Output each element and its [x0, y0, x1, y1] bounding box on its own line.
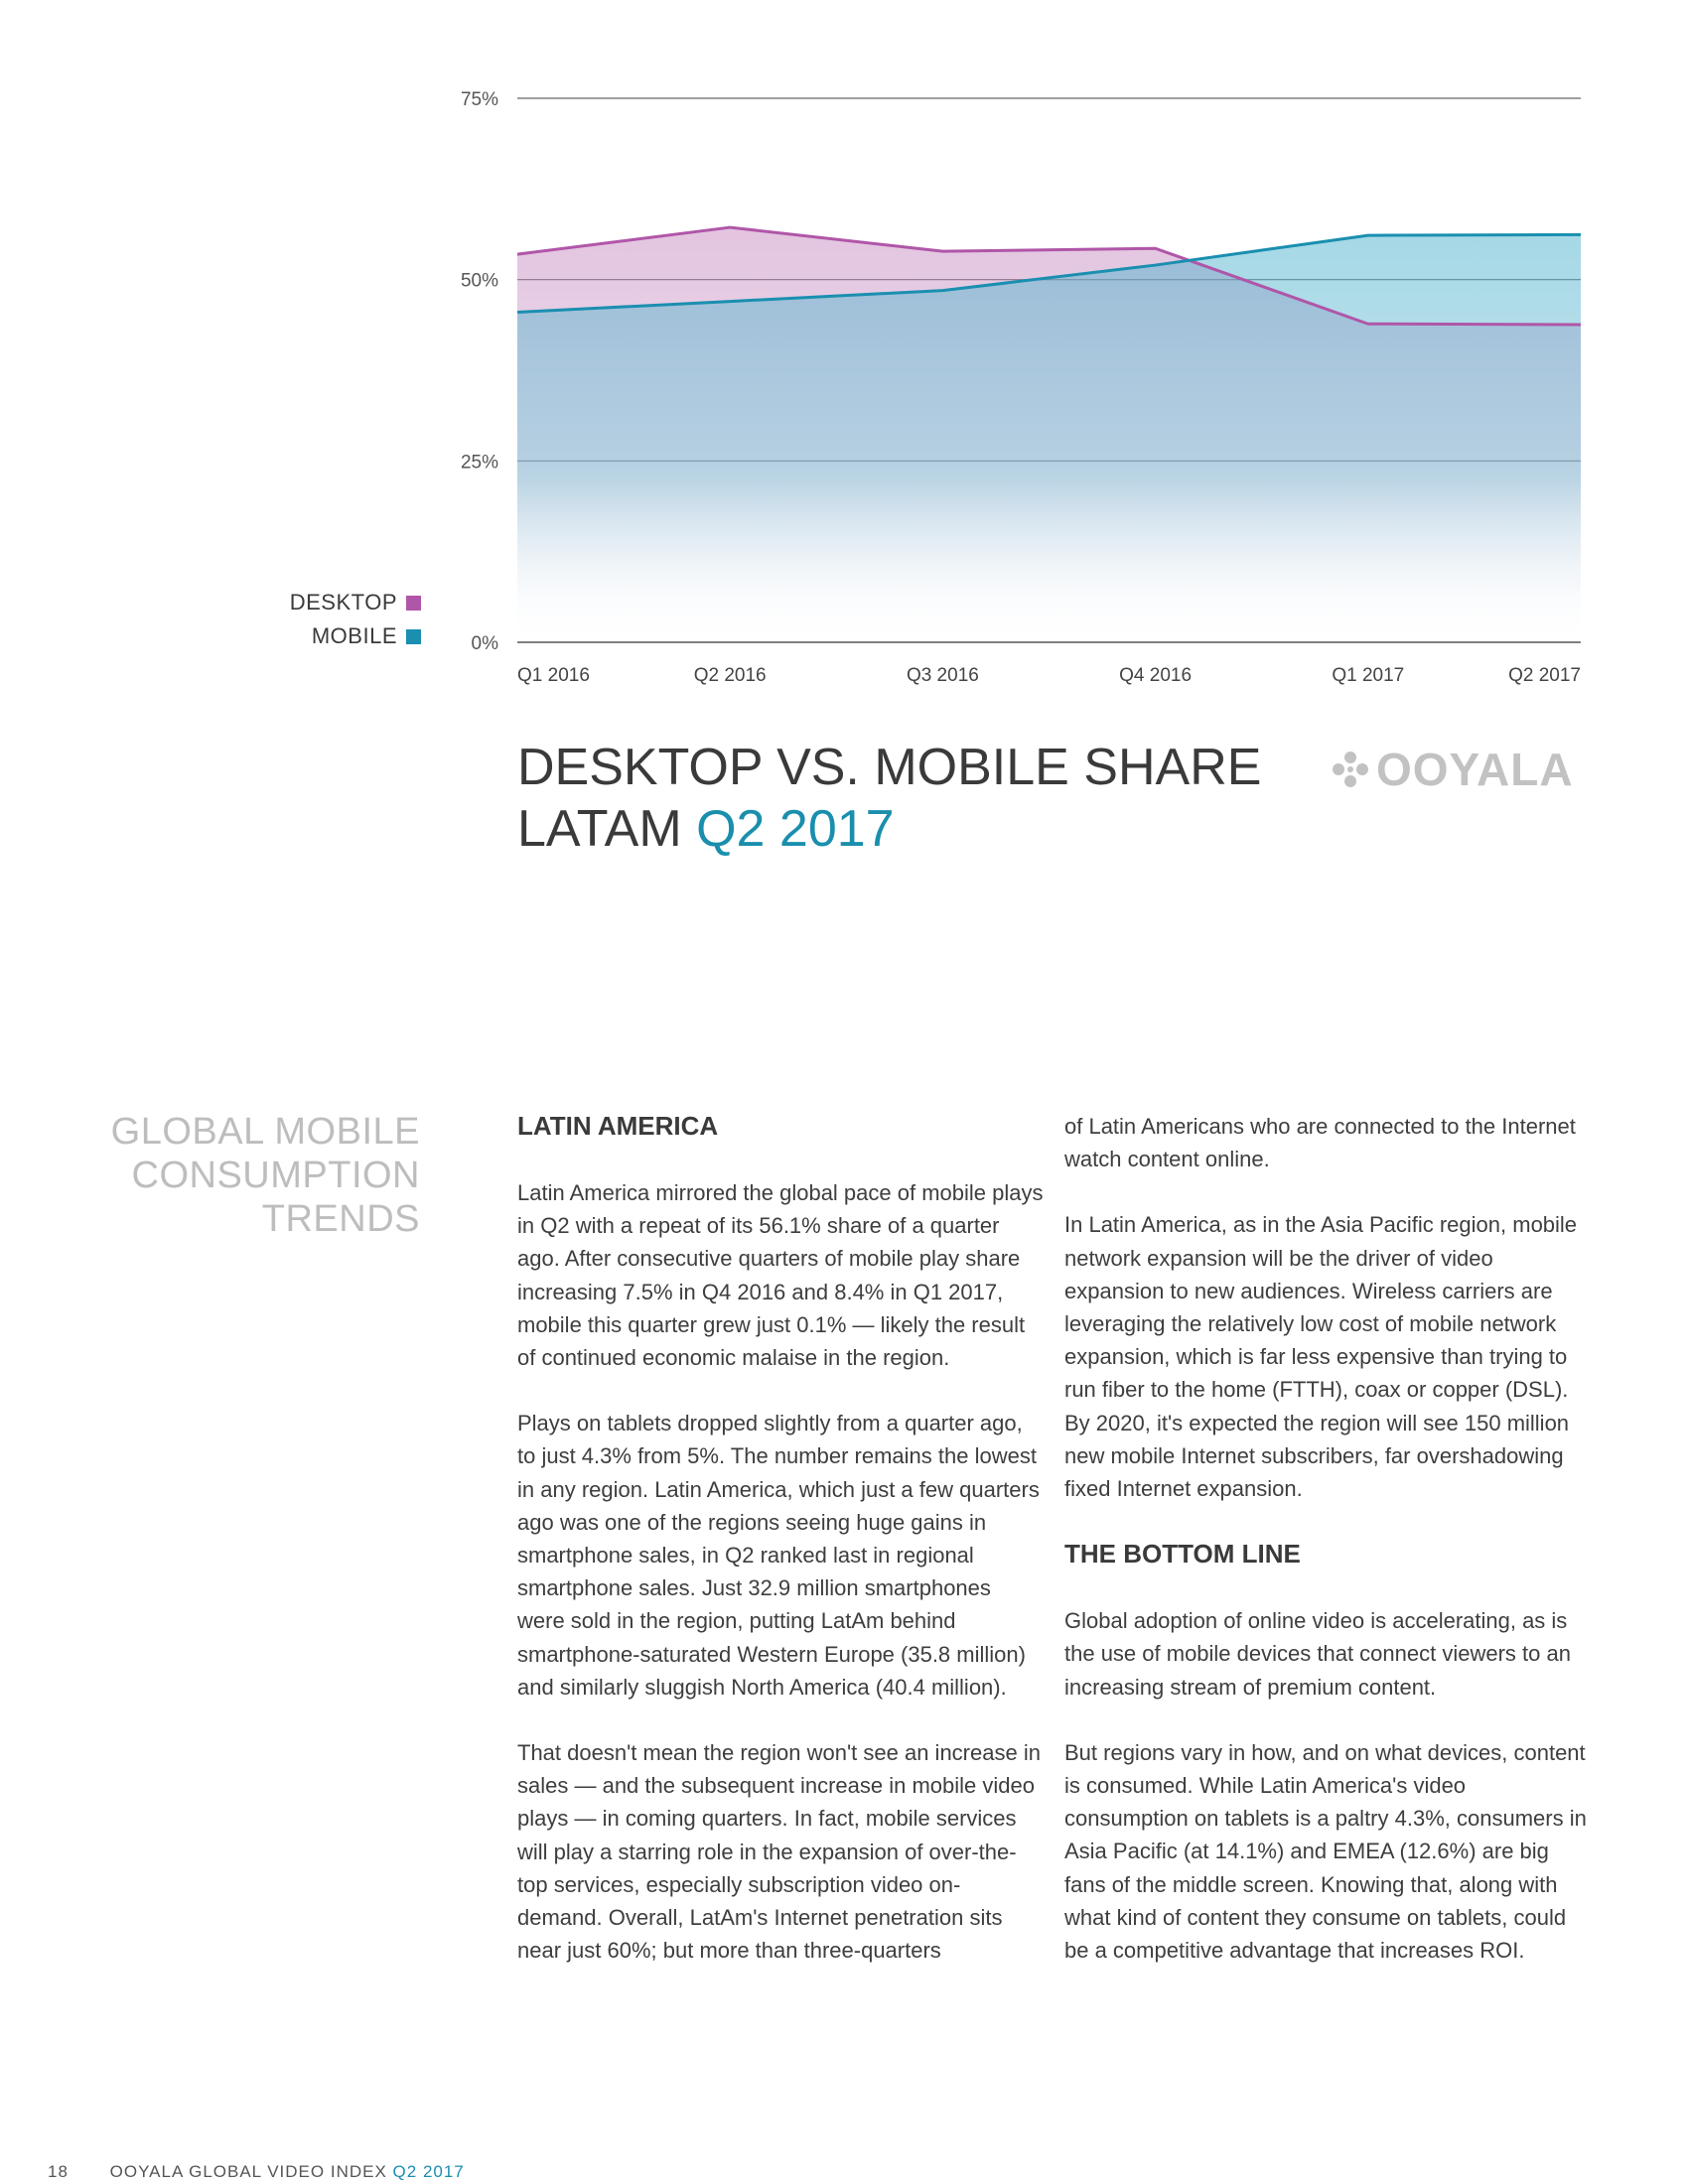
x-tick-label: Q2 2016 — [693, 665, 767, 686]
legend-mobile — [312, 623, 421, 649]
paragraph-5: Global adoption of online video is accelerating, as is the use of mobile devices that connect viewers to an increasing stream of premium content. — [1064, 1608, 1571, 1700]
side-title-line2: CONSUMPTION — [131, 1155, 420, 1196]
legend-desktop-swatch — [406, 596, 421, 611]
article-column-right — [1064, 1110, 1591, 1999]
paragraph-2: Plays on tablets dropped slightly from a quarter ago, to just 4.3% from 5%. The number remains the lowest in any region. Latin America, which just a few quarters ago was one of the regions seeing huge gains in smartphone sales, in Q2 ranked last in regional smartphone sales. Just 32.9 million smartphones were sold in the region, putting LatAm behind smartphone-saturated Western Europe (35.8 million) and similarly sluggish North America (40.4 million). — [517, 1411, 1040, 1700]
footer-text: OOYALA GLOBAL VIDEO INDEX — [109, 2162, 387, 2181]
heading-latin-america: LATIN AMERICA — [517, 1111, 719, 1141]
paragraph-1: Latin America mirrored the global pace of mobile plays in Q2 with a repeat of its 56.1% share of a quarter ago. After consecutive quarters of mobile play share increasing 7.5% in Q4 2016 and 8.4% in Q1 2017, mobile this quarter grew just 0.1% — likely the result of continued economic malaise in the region. — [517, 1180, 1044, 1371]
x-tick-label: Q3 2016 — [906, 665, 979, 686]
chart-subtitle-accent: Q2 2017 — [696, 800, 895, 858]
paragraph-6: But regions vary in how, and on what devices, content is consumed. While Latin America's video consumption on tablets is a paltry 4.3%, consumers in Asia Pacific (at 14.1%) and EMEA (12.6%) are big fans of the middle screen. Knowing that, along with what kind of content they consume on tablets, could be a competitive advantage that increases ROI. — [1064, 1739, 1587, 1964]
paragraph-3: That doesn't mean the region won't see an increase in sales — and the subsequent increase in mobile video plays — in coming quarters. In fact, mobile services will play a starring role in the expansion of over-the-top services, especially subscription video on-demand. Overall, LatAm's Internet penetration sits near just 60%; but more than three-quarters — [517, 1740, 1041, 1964]
side-title-line1: GLOBAL MOBILE — [110, 1111, 420, 1153]
footer-accent: Q2 2017 — [392, 2162, 465, 2181]
legend-mobile-label: MOBILE — [311, 623, 397, 648]
chart-title-line1: DESKTOP VS. MOBILE SHARE — [517, 739, 1262, 796]
x-tick-label: Q1 2016 — [517, 665, 590, 686]
logo-dots-icon — [1331, 750, 1370, 789]
x-tick-label: Q1 2017 — [1332, 665, 1405, 686]
page-footer — [48, 2162, 465, 2182]
paragraph-3-continued: of Latin Americans who are connected to the Internet watch content online. — [1064, 1114, 1576, 1172]
y-tick-label: 0% — [471, 633, 498, 654]
ooyala-logo — [1331, 743, 1574, 796]
x-tick-label: Q2 2017 — [1508, 665, 1581, 686]
legend-desktop-label: DESKTOP — [289, 590, 397, 614]
y-tick-label: 75% — [460, 89, 498, 110]
page-number: 18 — [48, 2162, 69, 2181]
side-title-line3: TRENDS — [261, 1198, 420, 1240]
paragraph-4: In Latin America, as in the Asia Pacific region, mobile network expansion will be the driver of video expansion to new audiences. Wireless carriers are leveraging the relatively low cost of mobile network expansion, which is far less expensive than trying to run fiber to the home (FTTH), coax or copper (DSL). By 2020, it's expected the region will see 150 million new mobile Internet subscribers, far overshadowing fixed Internet expansion. — [1064, 1212, 1578, 1502]
chart-title — [517, 737, 1261, 860]
section-side-title — [63, 1110, 420, 1241]
x-tick-label: Q4 2016 — [1119, 665, 1193, 686]
article-column-left — [517, 1110, 1044, 1999]
chart-subtitle-prefix: LATAM — [517, 800, 682, 858]
area-chart — [0, 0, 1688, 715]
y-tick-label: 50% — [460, 270, 498, 292]
logo-wordmark: OOYALA — [1376, 744, 1574, 795]
legend-desktop — [290, 590, 421, 615]
y-tick-label: 25% — [460, 452, 498, 474]
heading-bottom-line: THE BOTTOM LINE — [1064, 1539, 1301, 1570]
legend-mobile-swatch — [406, 629, 421, 644]
